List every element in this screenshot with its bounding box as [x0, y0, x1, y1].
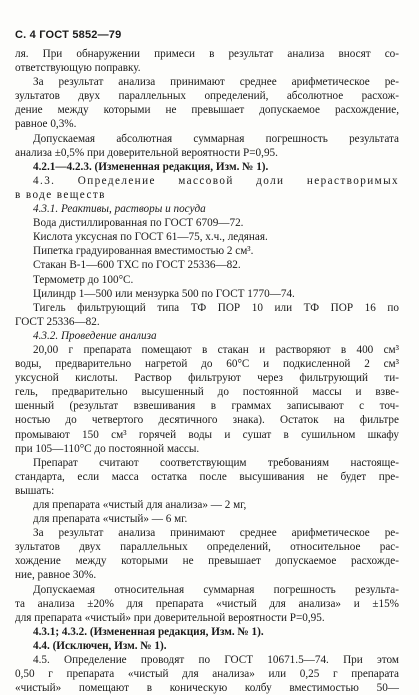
- text-line: «чистый» помещают в коническую колбу вместимостью 50—: [15, 682, 399, 695]
- text-line: 4.3. Определение массовой доли нерастворимых: [33, 174, 399, 187]
- text-line: 4.5. Определение проводят по ГОСТ 10671.5—74. При этом: [33, 654, 399, 667]
- document-body: [15, 47, 399, 695]
- text-line: шенный (результат взвешивания в граммах записывают с точ-: [15, 400, 399, 413]
- text-line: при 105—110°С до постоянной массы.: [15, 442, 200, 455]
- text-line: Тигель фильтрующий типа ТФ ПОР 10 или ТФ ПОР 16 по: [33, 301, 399, 314]
- text-line: 4.3.1. Реактивы, растворы и посуда: [33, 203, 206, 216]
- text-line: воды, предварительно нагретой до 60°С и подкисленной 2 см³: [15, 358, 399, 371]
- text-line: для препарата «чистый для анализа» — 2 мг,: [33, 499, 247, 511]
- text-line: зультатов двух параллельных определений, абсолютное расхож-: [15, 90, 399, 103]
- text-line: уксусной кислоты. Раствор фильтруют через фильтрующий ти-: [15, 372, 399, 385]
- text-line: Термометр до 100°С.: [33, 273, 134, 286]
- text-line: для препарата «чистый» при доверительной вероятности P=0,95.: [15, 611, 325, 624]
- text-line: 4.4. (Исключен, Изм. № 1).: [33, 639, 167, 652]
- text-line: Стакан В-1—600 ТХС по ГОСТ 25336—82.: [33, 259, 241, 272]
- text-line: вышать:: [15, 484, 55, 497]
- text-line: Кислота уксусная по ГОСТ 61—75, х.ч., ледяная.: [33, 231, 268, 244]
- text-line: ответствующую поправку.: [15, 62, 141, 75]
- text-line: гель, предварительно высушенный до постоянной массы и взве-: [15, 386, 399, 399]
- text-line: За результат анализа принимают среднее арифметическое ре-: [33, 527, 399, 540]
- text-line: Вода дистиллированная по ГОСТ 6709—72.: [33, 217, 244, 230]
- text-line: ние, равное 30%.: [15, 569, 97, 582]
- text-line: 4.3.1; 4.3.2. (Измененная редакция, Изм. № 1).: [33, 625, 264, 638]
- text-line: зультатов двух параллельных определений, относительное рас-: [15, 541, 399, 554]
- text-line: хождение между которыми не превышает допускаемое расхожде-: [15, 555, 399, 568]
- text-line: ГОСТ 25336—82.: [15, 315, 100, 328]
- text-line: 0,50 г препарата «чистый для анализа» или 0,25 г препарата: [15, 668, 399, 681]
- text-line: ля. При обнаружении примеси в результат анализа вносят со-: [15, 48, 399, 60]
- text-line: 20,00 г препарата помещают в стакан и растворяют в 400 см³: [33, 343, 399, 356]
- text-line: стандарта, если масса остатка после высушивания не будет пре-: [15, 470, 399, 483]
- text-line: анализа ±0,5% при доверительной вероятности P=0,95.: [15, 146, 278, 159]
- text-line: ностью до четвертого десятичного знака). Остаток на фильтре: [15, 414, 399, 427]
- text-line: Препарат считают соответствующим требованиям настояще-: [33, 456, 399, 469]
- text-line: промывают 150 см³ горячей воды и сушат в сушильном шкафу: [15, 428, 399, 441]
- text-line: для препарата «чистый» — 6 мг.: [33, 513, 188, 526]
- text-line: Пипетка градуированная вместимостью 2 см³.: [33, 245, 254, 258]
- text-line: Цилиндр 1—500 или мензурка 500 по ГОСТ 1770—74.: [33, 287, 295, 300]
- text-line: За результат анализа принимают среднее арифметическое ре-: [33, 76, 399, 89]
- text-line: 4.3.2. Проведение анализа: [33, 329, 157, 342]
- page-header: С. 4 ГОСТ 5852—79: [15, 29, 122, 41]
- text-line: в воде веществ: [15, 188, 106, 201]
- text-line: та анализа ±20% для препарата «чистый для анализа» и ±15%: [15, 597, 399, 610]
- text-line: Допускаемая относительная суммарная погрешность результа-: [33, 583, 399, 596]
- text-line: дение между которыми не превышает допускаемое расхождение,: [15, 104, 399, 117]
- text-line: 4.2.1—4.2.3. (Измененная редакция, Изм. № 1).: [33, 160, 269, 173]
- text-line: Допускаемая абсолютная суммарная погрешность результата: [33, 132, 399, 145]
- text-line: равное 0,3%.: [15, 118, 77, 131]
